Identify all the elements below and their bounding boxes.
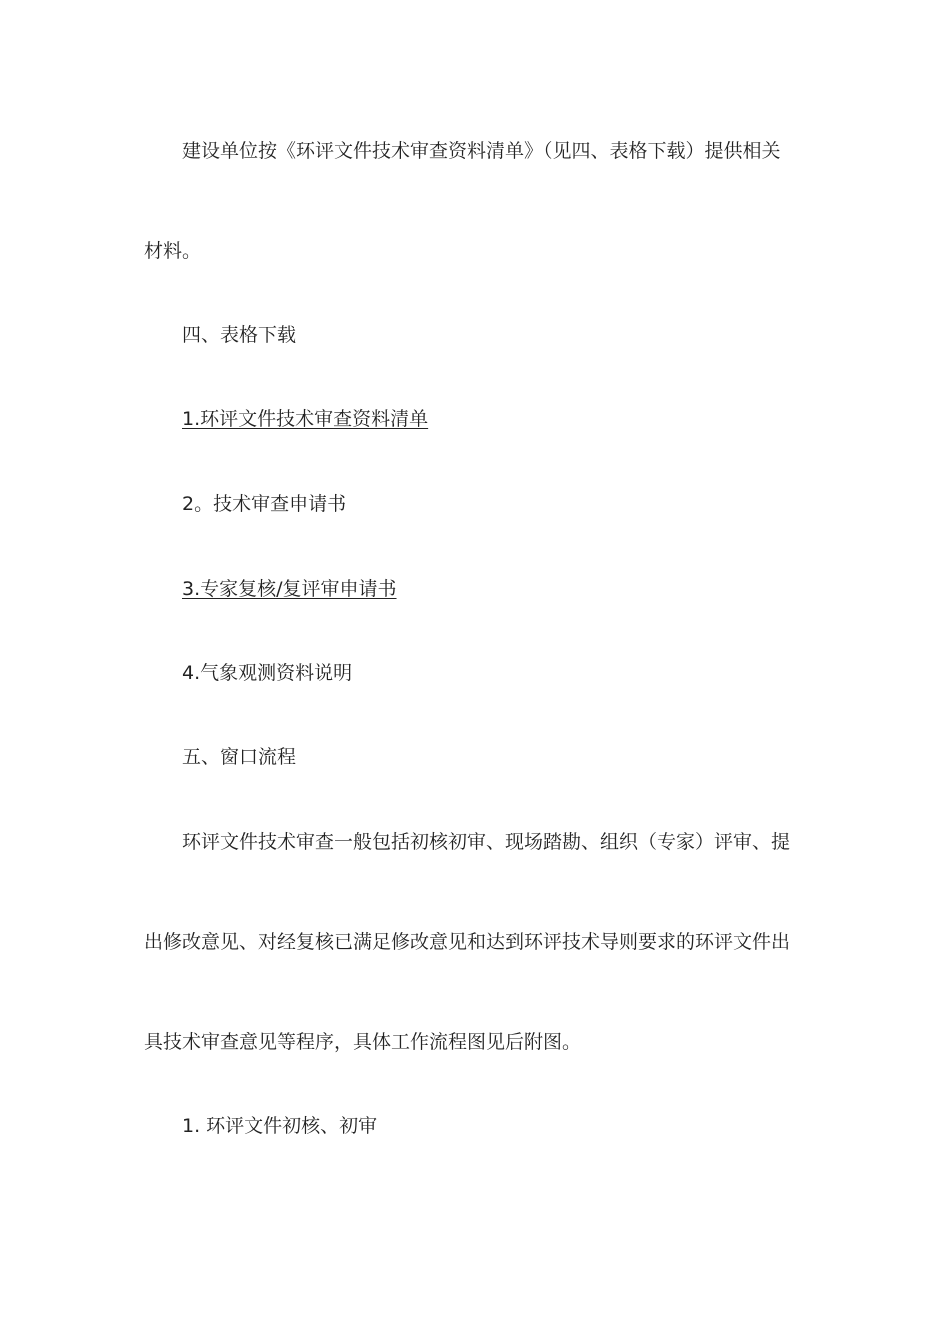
paragraph-line: 建设单位按《环评文件技术审查资料清单》（见四、表格下载）提供相关 <box>182 140 781 162</box>
section-heading-forms: 四、表格下载 <box>182 324 297 346</box>
paragraph-line: 材料。 <box>144 240 202 262</box>
link-expert-review-application[interactable]: 3.专家复核/复评审申请书 <box>182 578 397 600</box>
list-item-application-form: 2。技术审查申请书 <box>182 493 347 515</box>
paragraph-line: 具技术审查意见等程序，具体工作流程图见后附图。 <box>144 1031 582 1053</box>
section-heading-window-process: 五、窗口流程 <box>182 746 297 768</box>
paragraph-line: 环评文件技术审查一般包括初核初审、现场踏勘、组织（专家）评审、提 <box>182 831 791 853</box>
paragraph-line: 出修改意见、对经复核已满足修改意见和达到环评技术导则要求的环评文件出 <box>144 931 791 953</box>
link-review-materials-list[interactable]: 1.环评文件技术审查资料清单 <box>182 408 429 430</box>
list-item-weather-data: 4.气象观测资料说明 <box>182 662 353 684</box>
subheading-initial-review: 1. 环评文件初核、初审 <box>182 1115 378 1137</box>
